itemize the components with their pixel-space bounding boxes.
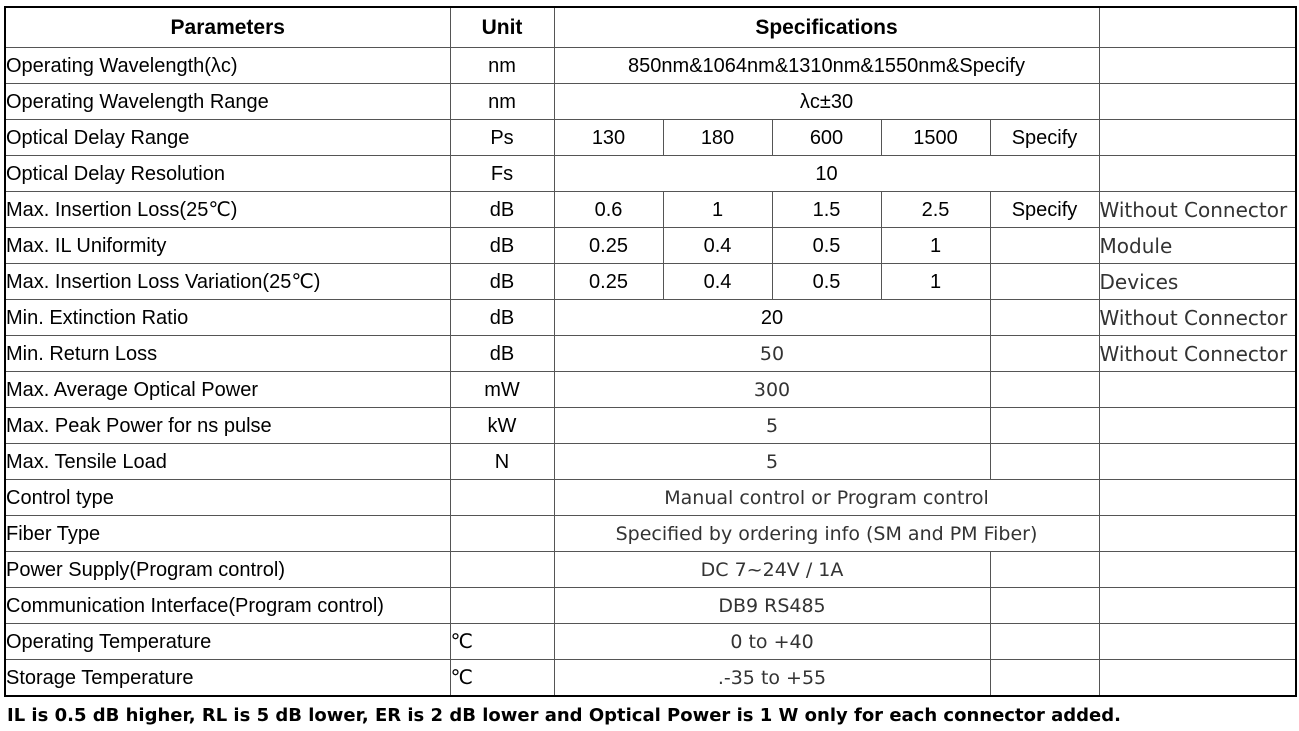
unit-cell: dB — [450, 336, 554, 372]
value-cell: 0.25 — [554, 228, 663, 264]
value-cell: 2.5 — [881, 192, 990, 228]
value-cell: 0.5 — [772, 228, 881, 264]
value-cell: 0.25 — [554, 264, 663, 300]
param-cell: Storage Temperature — [5, 660, 450, 697]
unit-cell: mW — [450, 372, 554, 408]
empty-cell — [990, 624, 1099, 660]
header-parameters: Parameters — [5, 7, 450, 48]
note-cell — [1099, 624, 1296, 660]
spec-cell: 5 — [554, 444, 990, 480]
empty-cell — [990, 444, 1099, 480]
note-cell — [1099, 408, 1296, 444]
empty-cell — [990, 372, 1099, 408]
value-cell: 180 — [663, 120, 772, 156]
spec-cell: λc±30 — [554, 84, 1099, 120]
value-cell: 0.4 — [663, 264, 772, 300]
unit-cell: nm — [450, 48, 554, 84]
empty-cell — [990, 336, 1099, 372]
spec-cell: DC 7~24V / 1A — [554, 552, 990, 588]
spec-cell: 50 — [554, 336, 990, 372]
param-cell: Max. Average Optical Power — [5, 372, 450, 408]
value-cell: Specify — [990, 120, 1099, 156]
note-cell — [1099, 552, 1296, 588]
header-specifications: Specifications — [554, 7, 1099, 48]
value-cell — [990, 264, 1099, 300]
spec-cell: 0 to +40 — [554, 624, 990, 660]
unit-cell: ℃ — [450, 660, 554, 697]
note-cell: Without Connector — [1099, 300, 1296, 336]
table-row — [5, 660, 1296, 697]
value-cell: Specify — [990, 192, 1099, 228]
spec-cell: DB9 RS485 — [554, 588, 990, 624]
unit-cell — [450, 516, 554, 552]
param-cell: Optical Delay Resolution — [5, 156, 450, 192]
note-cell — [1099, 372, 1296, 408]
spec-cell: 5 — [554, 408, 990, 444]
note-cell — [1099, 588, 1296, 624]
param-cell: Max. IL Uniformity — [5, 228, 450, 264]
table-row — [5, 516, 1296, 552]
table-row — [5, 480, 1296, 516]
table-row — [5, 192, 1296, 228]
spec-cell: 20 — [554, 300, 990, 336]
param-cell: Max. Peak Power for ns pulse — [5, 408, 450, 444]
spec-cell: 850nm&1064nm&1310nm&1550nm&Specify — [554, 48, 1099, 84]
unit-cell — [450, 552, 554, 588]
param-cell: Control type — [5, 480, 450, 516]
value-cell — [990, 228, 1099, 264]
param-cell: Operating Wavelength(λc) — [5, 48, 450, 84]
table-row — [5, 84, 1296, 120]
table-row — [5, 48, 1296, 84]
unit-cell — [450, 588, 554, 624]
note-cell: Module — [1099, 228, 1296, 264]
table-row — [5, 228, 1296, 264]
unit-cell: N — [450, 444, 554, 480]
empty-cell — [990, 660, 1099, 697]
param-cell: Fiber Type — [5, 516, 450, 552]
unit-cell: nm — [450, 84, 554, 120]
spec-cell: 10 — [554, 156, 1099, 192]
param-cell: Optical Delay Range — [5, 120, 450, 156]
value-cell: 1 — [881, 228, 990, 264]
header-row — [5, 7, 1296, 48]
empty-cell — [990, 552, 1099, 588]
param-cell: Max. Insertion Loss Variation(25℃) — [5, 264, 450, 300]
param-cell: Power Supply(Program control) — [5, 552, 450, 588]
table-row — [5, 300, 1296, 336]
unit-cell: dB — [450, 192, 554, 228]
unit-cell: Fs — [450, 156, 554, 192]
note-cell: Without Connector — [1099, 336, 1296, 372]
unit-cell: ℃ — [450, 624, 554, 660]
empty-cell — [990, 300, 1099, 336]
value-cell: 1 — [881, 264, 990, 300]
note-cell: Devices — [1099, 264, 1296, 300]
value-cell: 1.5 — [772, 192, 881, 228]
table-row — [5, 120, 1296, 156]
note-cell — [1099, 156, 1296, 192]
table-row — [5, 156, 1296, 192]
table-row — [5, 624, 1296, 660]
value-cell: 600 — [772, 120, 881, 156]
table-row — [5, 264, 1296, 300]
note-cell: Without Connector — [1099, 192, 1296, 228]
unit-cell: kW — [450, 408, 554, 444]
value-cell: 0.4 — [663, 228, 772, 264]
param-cell: Max. Tensile Load — [5, 444, 450, 480]
note-cell — [1099, 444, 1296, 480]
param-cell: Operating Wavelength Range — [5, 84, 450, 120]
spec-cell: .-35 to +55 — [554, 660, 990, 697]
unit-cell: dB — [450, 264, 554, 300]
unit-cell — [450, 480, 554, 516]
footnote: IL is 0.5 dB higher, RL is 5 dB lower, ER is 2 dB lower and Optical Power is 1 W only for each connector added. — [7, 705, 1121, 726]
param-cell: Operating Temperature — [5, 624, 450, 660]
note-cell — [1099, 120, 1296, 156]
value-cell: 130 — [554, 120, 663, 156]
note-cell — [1099, 516, 1296, 552]
table-row — [5, 552, 1296, 588]
unit-cell: dB — [450, 300, 554, 336]
empty-cell — [990, 588, 1099, 624]
spec-cell: 300 — [554, 372, 990, 408]
spec-cell: Specified by ordering info (SM and PM Fiber) — [554, 516, 1099, 552]
unit-cell: dB — [450, 228, 554, 264]
param-cell: Max. Insertion Loss(25℃) — [5, 192, 450, 228]
param-cell: Min. Return Loss — [5, 336, 450, 372]
param-cell: Min. Extinction Ratio — [5, 300, 450, 336]
empty-cell — [990, 408, 1099, 444]
table-row — [5, 336, 1296, 372]
table-row — [5, 408, 1296, 444]
spec-table — [4, 6, 1297, 697]
header-notes — [1099, 7, 1296, 48]
note-cell — [1099, 84, 1296, 120]
table-row — [5, 444, 1296, 480]
value-cell: 0.5 — [772, 264, 881, 300]
note-cell — [1099, 480, 1296, 516]
value-cell: 1500 — [881, 120, 990, 156]
value-cell: 1 — [663, 192, 772, 228]
value-cell: 0.6 — [554, 192, 663, 228]
spec-cell: Manual control or Program control — [554, 480, 1099, 516]
header-unit: Unit — [450, 7, 554, 48]
param-cell: Communication Interface(Program control) — [5, 588, 450, 624]
note-cell — [1099, 48, 1296, 84]
table-row — [5, 372, 1296, 408]
unit-cell: Ps — [450, 120, 554, 156]
table-row — [5, 588, 1296, 624]
note-cell — [1099, 660, 1296, 697]
